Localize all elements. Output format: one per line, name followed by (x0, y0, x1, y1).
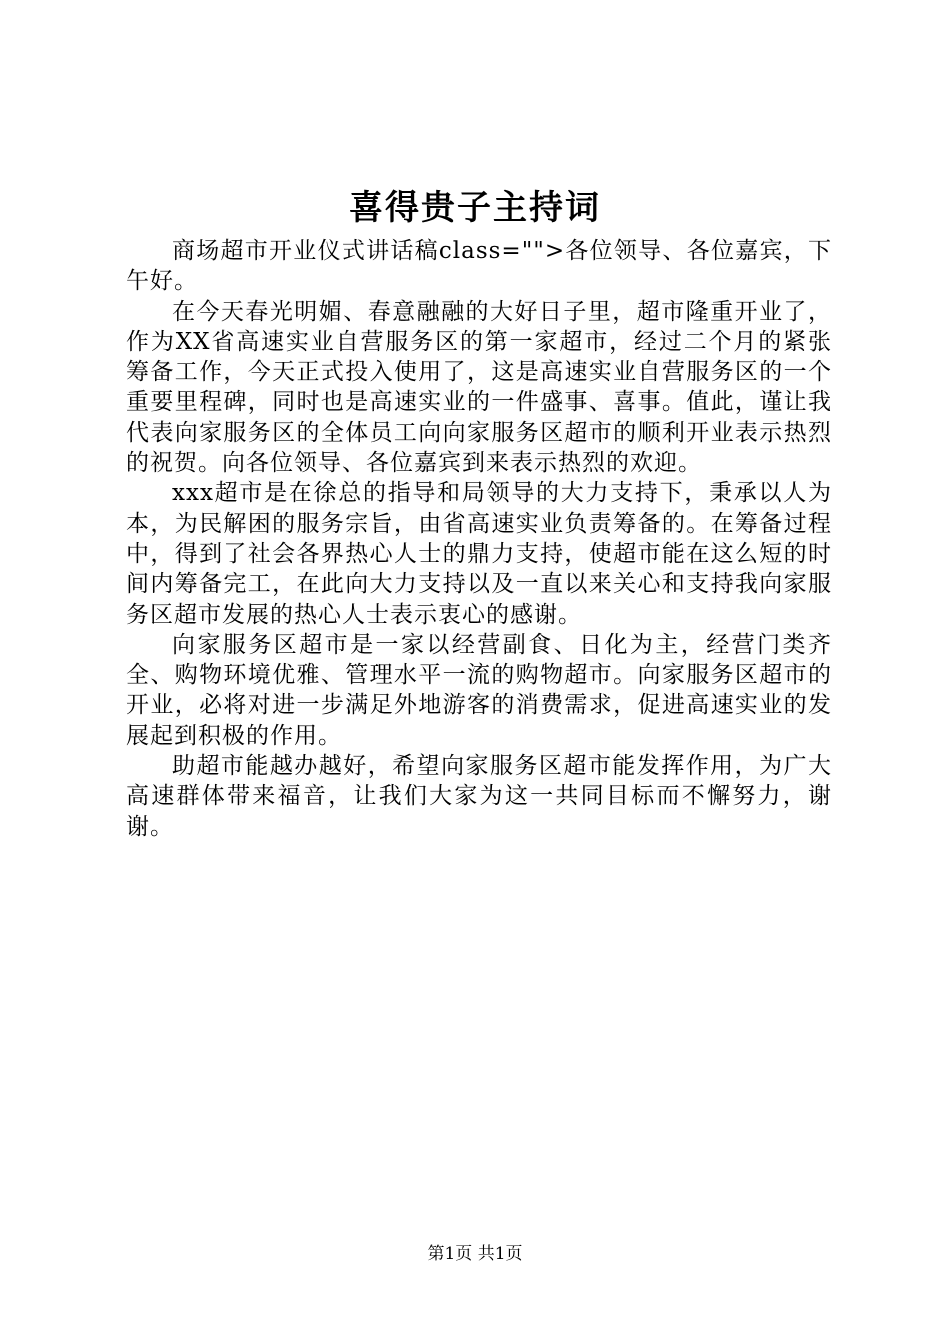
paragraph-3: xxx超市是在徐总的指导和局领导的大力支持下，秉承以人为本，为民解困的服务宗旨，由省高速实业负责筹备的。在筹备过程中，得到了社会各界热心人士的鼎力支持，使超市能在这么短的时间内筹备完工，在此向大力支持以及一直以来关心和支持我向家服务区超市发展的热心人士表示衷心的感谢。 (126, 480, 832, 628)
paragraph-1: 商场超市开业仪式讲话稿class="">各位领导、各位嘉宾，下午好。 (126, 238, 832, 295)
page-number-footer: 第1页 共1页 (427, 1244, 523, 1264)
paragraph-4: 向家服务区超市是一家以经营副食、日化为主，经营门类齐全、购物环境优雅、管理水平一流的购物超市。向家服务区超市的开业，必将对进一步满足外地游客的消费需求，促进高速实业的发展起到积极的作用。 (126, 631, 832, 749)
paragraph-2: 在今天春光明媚、春意融融的大好日子里，超市隆重开业了，作为XX省高速实业自营服务区的第一家超市，经过二个月的紧张筹备工作，今天正式投入使用了，这是高速实业自营服务区的一个重要里程碑，同时也是高速实业的一件盛事、喜事。值此，谨让我代表向家服务区的全体员工向向家服务区超市的顺利开业表示热烈的祝贺。向各位领导、各位嘉宾到来表示热烈的欢迎。 (126, 298, 832, 477)
paragraph-5: 助超市能越办越好，希望向家服务区超市能发挥作用，为广大高速群体带来福音，让我们大家为这一共同目标而不懈努力，谢谢。 (126, 753, 832, 840)
document-body (126, 236, 832, 842)
document-title: 喜得贵子主持词 (349, 188, 601, 228)
